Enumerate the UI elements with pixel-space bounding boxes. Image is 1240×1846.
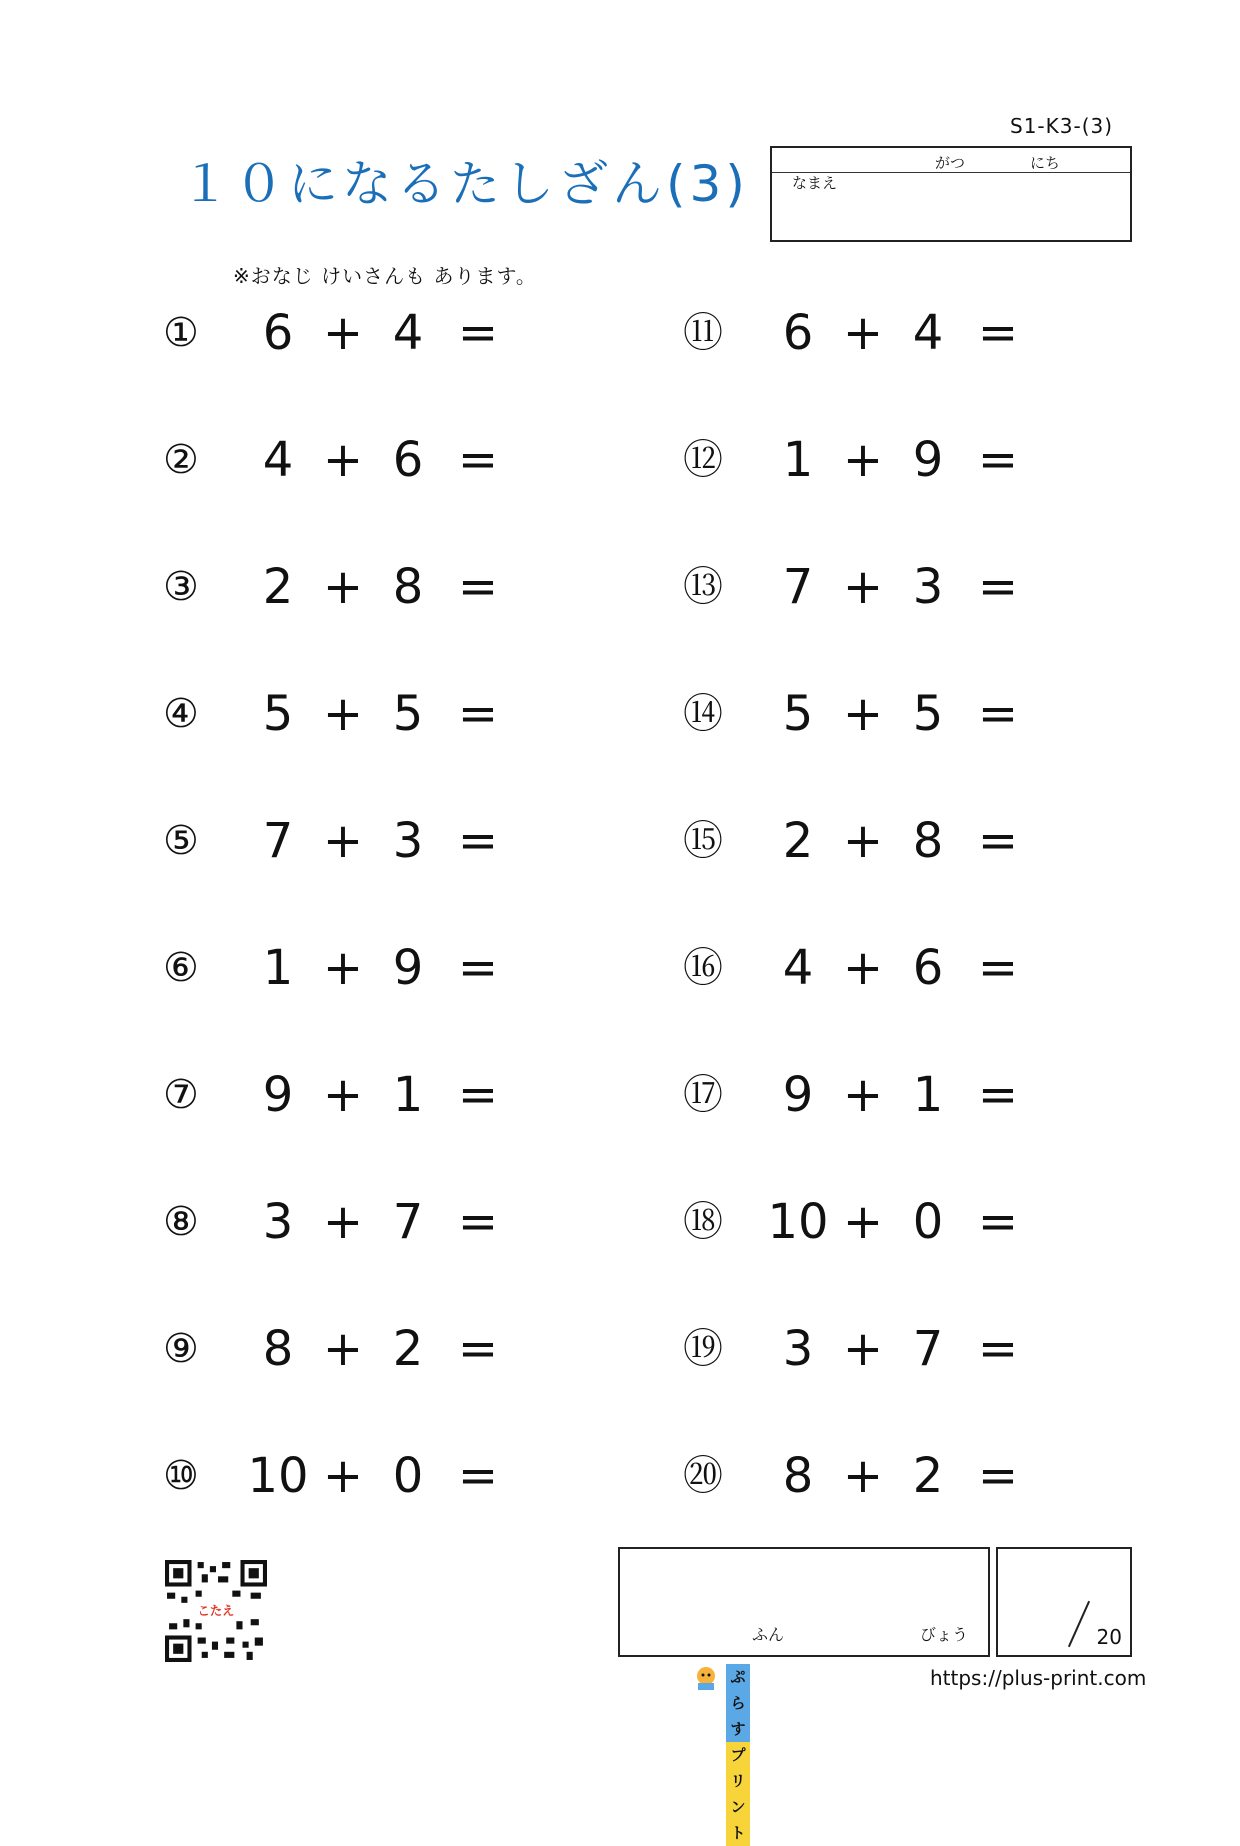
- equals-sign: =: [457, 1321, 499, 1377]
- problem-item: [683, 933, 1043, 1003]
- time-box: [618, 1547, 990, 1657]
- operand-a: 7: [782, 559, 814, 615]
- problem-item: [163, 1314, 523, 1384]
- operator: +: [842, 1321, 884, 1377]
- problem-number: ⑤: [163, 818, 199, 864]
- equals-sign: =: [977, 432, 1019, 488]
- equals-sign: =: [977, 940, 1019, 996]
- problem-number: ⑰: [683, 1072, 723, 1118]
- operand-b: 2: [912, 1448, 944, 1504]
- operator: +: [322, 1067, 364, 1123]
- operator: +: [322, 559, 364, 615]
- problem-number: ⑩: [163, 1453, 199, 1499]
- operand-a: 6: [262, 305, 294, 361]
- problem-number: ⑲: [683, 1326, 723, 1372]
- problem-number: ②: [163, 437, 199, 483]
- problem-number: ⑳: [683, 1453, 723, 1499]
- problem-item: [163, 933, 523, 1003]
- seconds-label: びょう: [920, 1625, 969, 1644]
- qr-code-icon[interactable]: [165, 1560, 267, 1662]
- problem-number: ⑦: [163, 1072, 199, 1118]
- operand-b: 6: [392, 432, 424, 488]
- problem-number: ①: [163, 310, 199, 356]
- operand-b: 2: [392, 1321, 424, 1377]
- equals-sign: =: [977, 813, 1019, 869]
- operand-b: 8: [912, 813, 944, 869]
- problem-number: ⑮: [683, 818, 723, 864]
- brand-char: す: [726, 1716, 750, 1742]
- operand-a: 3: [262, 1194, 294, 1250]
- score-box: [996, 1547, 1132, 1657]
- equals-sign: =: [457, 686, 499, 742]
- operator: +: [322, 813, 364, 869]
- name-date-box: [770, 146, 1132, 242]
- operator: +: [322, 1448, 364, 1504]
- operand-b: 9: [912, 432, 944, 488]
- date-row: [772, 148, 1130, 173]
- problem-item: [163, 298, 523, 368]
- equals-sign: =: [457, 940, 499, 996]
- brand-char: リ: [726, 1768, 750, 1794]
- operator: +: [842, 813, 884, 869]
- operand-a: 10: [767, 1194, 829, 1250]
- qr-answer-label: こたえ: [197, 1604, 235, 1619]
- operator: +: [842, 559, 884, 615]
- brand-char: プ: [726, 1742, 750, 1768]
- brand-char: ぷ: [726, 1664, 750, 1690]
- operand-a: 1: [782, 432, 814, 488]
- problem-number: ③: [163, 564, 199, 610]
- problem-number: ④: [163, 691, 199, 737]
- equals-sign: =: [977, 1067, 1019, 1123]
- score-slash: [1068, 1601, 1090, 1647]
- operand-b: 5: [392, 686, 424, 742]
- site-url[interactable]: https://plus-print.com: [930, 1666, 1147, 1690]
- operand-a: 6: [782, 305, 814, 361]
- problem-item: [683, 1314, 1043, 1384]
- problem-number: ⑨: [163, 1326, 199, 1372]
- operator: +: [842, 432, 884, 488]
- operand-a: 1: [262, 940, 294, 996]
- operator: +: [322, 1194, 364, 1250]
- problem-item: [683, 298, 1043, 368]
- problem-number: ⑫: [683, 437, 723, 483]
- operand-b: 9: [392, 940, 424, 996]
- problem-item: [683, 425, 1043, 495]
- operand-b: 0: [392, 1448, 424, 1504]
- operand-a: 4: [262, 432, 294, 488]
- equals-sign: =: [977, 686, 1019, 742]
- score-total: 20: [1096, 1625, 1122, 1649]
- problem-number: ⑥: [163, 945, 199, 991]
- operand-b: 4: [912, 305, 944, 361]
- brand-logo: [726, 1664, 752, 1846]
- operand-b: 1: [392, 1067, 424, 1123]
- problem-item: [163, 425, 523, 495]
- equals-sign: =: [977, 1194, 1019, 1250]
- operand-b: 7: [912, 1321, 944, 1377]
- operator: +: [322, 940, 364, 996]
- equals-sign: =: [457, 305, 499, 361]
- problem-item: [683, 1441, 1043, 1511]
- equals-sign: =: [457, 1194, 499, 1250]
- equals-sign: =: [457, 559, 499, 615]
- operand-a: 5: [782, 686, 814, 742]
- operator: +: [842, 305, 884, 361]
- operand-b: 8: [392, 559, 424, 615]
- operand-a: 2: [262, 559, 294, 615]
- operator: +: [842, 1448, 884, 1504]
- equals-sign: =: [977, 305, 1019, 361]
- problem-number: ⑱: [683, 1199, 723, 1245]
- operator: +: [842, 686, 884, 742]
- problem-number: ⑪: [683, 310, 723, 356]
- operand-b: 4: [392, 305, 424, 361]
- brand-char: ら: [726, 1690, 750, 1716]
- brand-char: ン: [726, 1794, 750, 1820]
- operand-a: 5: [262, 686, 294, 742]
- name-label: なまえ: [792, 174, 838, 192]
- operand-a: 8: [262, 1321, 294, 1377]
- instruction-note: ※おなじ けいさんも あります。: [233, 264, 537, 288]
- minutes-label: ふん: [752, 1625, 785, 1644]
- operator: +: [842, 1067, 884, 1123]
- operand-a: 4: [782, 940, 814, 996]
- problem-number: ⑯: [683, 945, 723, 991]
- operand-a: 9: [262, 1067, 294, 1123]
- month-label: がつ: [935, 154, 966, 172]
- equals-sign: =: [457, 1448, 499, 1504]
- equals-sign: =: [977, 1321, 1019, 1377]
- problem-number: ⑬: [683, 564, 723, 610]
- operator: +: [842, 1194, 884, 1250]
- operator: +: [322, 432, 364, 488]
- day-label: にち: [1030, 154, 1061, 172]
- operand-a: 2: [782, 813, 814, 869]
- brand-char: ト: [726, 1820, 750, 1846]
- problem-item: [683, 552, 1043, 622]
- problem-item: [163, 1187, 523, 1257]
- problem-number: ⑧: [163, 1199, 199, 1245]
- problem-item: [683, 1060, 1043, 1130]
- equals-sign: =: [457, 813, 499, 869]
- operator: +: [842, 940, 884, 996]
- operator: +: [322, 686, 364, 742]
- operand-b: 7: [392, 1194, 424, 1250]
- operand-b: 5: [912, 686, 944, 742]
- problem-item: [163, 679, 523, 749]
- operand-a: 10: [247, 1448, 309, 1504]
- operand-b: 3: [912, 559, 944, 615]
- equals-sign: =: [977, 1448, 1019, 1504]
- operand-a: 7: [262, 813, 294, 869]
- operand-b: 6: [912, 940, 944, 996]
- operand-b: 3: [392, 813, 424, 869]
- equals-sign: =: [977, 559, 1019, 615]
- worksheet-code: S1-K3-(3): [1010, 114, 1114, 138]
- operand-a: 8: [782, 1448, 814, 1504]
- page-title: １０になるたしざん(3): [180, 155, 749, 213]
- problem-item: [163, 1441, 523, 1511]
- mascot-icon: [692, 1664, 720, 1692]
- problem-item: [163, 1060, 523, 1130]
- operand-b: 1: [912, 1067, 944, 1123]
- operator: +: [322, 305, 364, 361]
- equals-sign: =: [457, 432, 499, 488]
- problem-item: [683, 1187, 1043, 1257]
- operand-a: 3: [782, 1321, 814, 1377]
- problem-item: [683, 806, 1043, 876]
- problem-item: [683, 679, 1043, 749]
- operator: +: [322, 1321, 364, 1377]
- problem-number: ⑭: [683, 691, 723, 737]
- operand-a: 9: [782, 1067, 814, 1123]
- operand-b: 0: [912, 1194, 944, 1250]
- equals-sign: =: [457, 1067, 499, 1123]
- problem-item: [163, 806, 523, 876]
- problem-item: [163, 552, 523, 622]
